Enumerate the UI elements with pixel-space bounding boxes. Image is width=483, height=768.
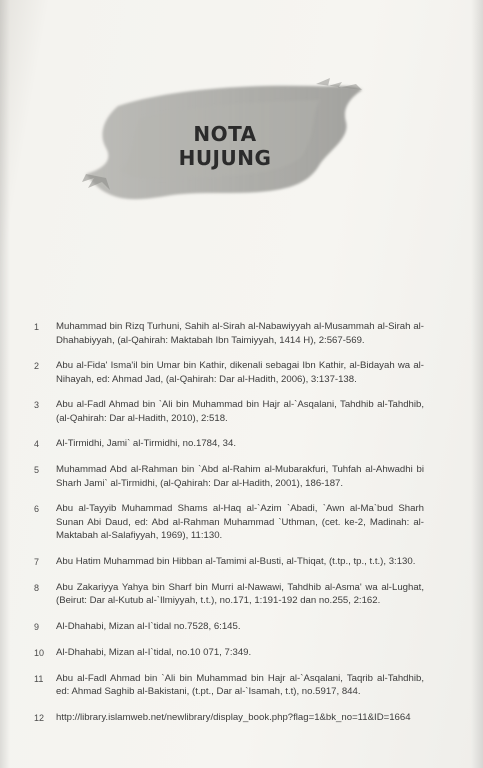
endnote-number: 5 bbox=[34, 465, 40, 475]
endnote-number: 11 bbox=[34, 673, 44, 684]
endnote-text: Abu al-Fadl Ahmad bin `Ali bin Muhammad bin Hajr al-`Asqalani, Taqrib al-Tahdhib, ed: Ahmad Saghib al-Bakistani, (t.pt., Dar al-`Isamah, t.t), no.5917, 844. bbox=[56, 672, 424, 697]
endnote-item bbox=[34, 581, 424, 608]
endnote-item bbox=[34, 502, 424, 543]
endnote-number: 4 bbox=[34, 439, 40, 449]
page-gutter-shadow bbox=[0, 0, 10, 768]
endnote-text: Abu Hatim Muhammad bin Hibban al-Tamimi al-Busti, al-Thiqat, (t.tp., tp., t.t.), 3:130. bbox=[56, 555, 416, 567]
chapter-title bbox=[140, 122, 310, 170]
endnote-text: Abu al-Tayyib Muhammad Shams al-Haq al-`Azim `Abadi, `Awn al-Ma`bud Sharh Sunan Abi Daud, ed: Abd al-Rahman Muhammad `Uthman, (cet. ke-2, Madinah: al-Maktabah al-Salafiyyah, 1969), 11:130. bbox=[56, 503, 424, 541]
endnote-item bbox=[34, 437, 424, 451]
endnote-number: 7 bbox=[34, 556, 40, 567]
endnote-number: 8 bbox=[34, 582, 40, 593]
endnote-url: http://library.islamweb.net/newlibrary/display_book.php?flag=1&bk_no=11&ID=1664 bbox=[56, 711, 411, 723]
chapter-title-line-2: HUJUNG bbox=[178, 146, 272, 170]
endnote-item bbox=[34, 620, 424, 634]
endnote-text: Muhammad Abd al-Rahman bin `Abd al-Rahim al-Mubarakfuri, Tuhfah al-Ahwadhi bi Sharh Jami` al-Tirmidhi, (al-Qahirah: Dar al-Hadith, 2001), 186-187. bbox=[56, 464, 424, 489]
endnote-item bbox=[34, 398, 424, 425]
endnote-item bbox=[34, 672, 424, 699]
endnote-item bbox=[34, 555, 424, 569]
endnote-number: 12 bbox=[34, 712, 45, 723]
endnote-number: 1 bbox=[34, 322, 40, 332]
endnote-text: Al-Dhahabi, Mizan al-I`tidal, no.10 071, 7:349. bbox=[56, 646, 252, 658]
endnote-number: 6 bbox=[34, 504, 40, 514]
endnote-number: 9 bbox=[34, 621, 40, 632]
endnote-number: 3 bbox=[34, 400, 40, 410]
endnotes-list bbox=[34, 320, 424, 737]
endnote-item bbox=[34, 711, 424, 725]
endnote-text: Al-Tirmidhi, Jami` al-Tirmidhi, no.1784, 34. bbox=[56, 438, 237, 449]
endnote-text: Muhammad bin Rizq Turhuni, Sahih al-Sirah al-Nabawiyyah al-Musammah al-Sirah al-Dhahabiyyah, (al-Qahirah: Maktabah Ibn Taimiyyah, 1414 H), 2:567-569. bbox=[56, 321, 424, 346]
page-edge-shadow bbox=[471, 0, 483, 768]
endnote-text: Al-Dhahabi, Mizan al-I`tidal no.7528, 6:145. bbox=[56, 620, 241, 632]
endnote-number: 2 bbox=[34, 361, 40, 371]
endnote-text: Abu al-Fadl Ahmad bin `Ali bin Muhammad bin Hajr al-`Asqalani, Tahdhib al-Tahdhib, (al-Qahirah: Dar al-Hadith, 2010), 2:518. bbox=[56, 399, 424, 424]
endnote-text: Abu al-Fida' Isma'il bin Umar bin Kathir, dikenali sebagai Ibn Kathir, al-Bidayah wa al-Nihayah, ed: Ahmad Jad, (al-Qahirah: Dar al-Hadith, 2006), 3:137-138. bbox=[56, 360, 424, 385]
chapter-header bbox=[80, 78, 370, 208]
endnote-item bbox=[34, 646, 424, 660]
endnote-item bbox=[34, 463, 424, 490]
chapter-title-line-1: NOTA bbox=[193, 122, 257, 146]
endnote-item bbox=[34, 359, 424, 386]
endnote-item bbox=[34, 320, 424, 347]
endnote-text: Abu Zakariyya Yahya bin Sharf bin Murri al-Nawawi, Tahdhib al-Asma' wa al-Lughat, (Beirut: Dar al-Kutub al-`Ilmiyyah, t.t.), no.171, 1:191-192 dan no.255, 2:162. bbox=[56, 581, 424, 606]
endnote-number: 10 bbox=[34, 647, 45, 658]
